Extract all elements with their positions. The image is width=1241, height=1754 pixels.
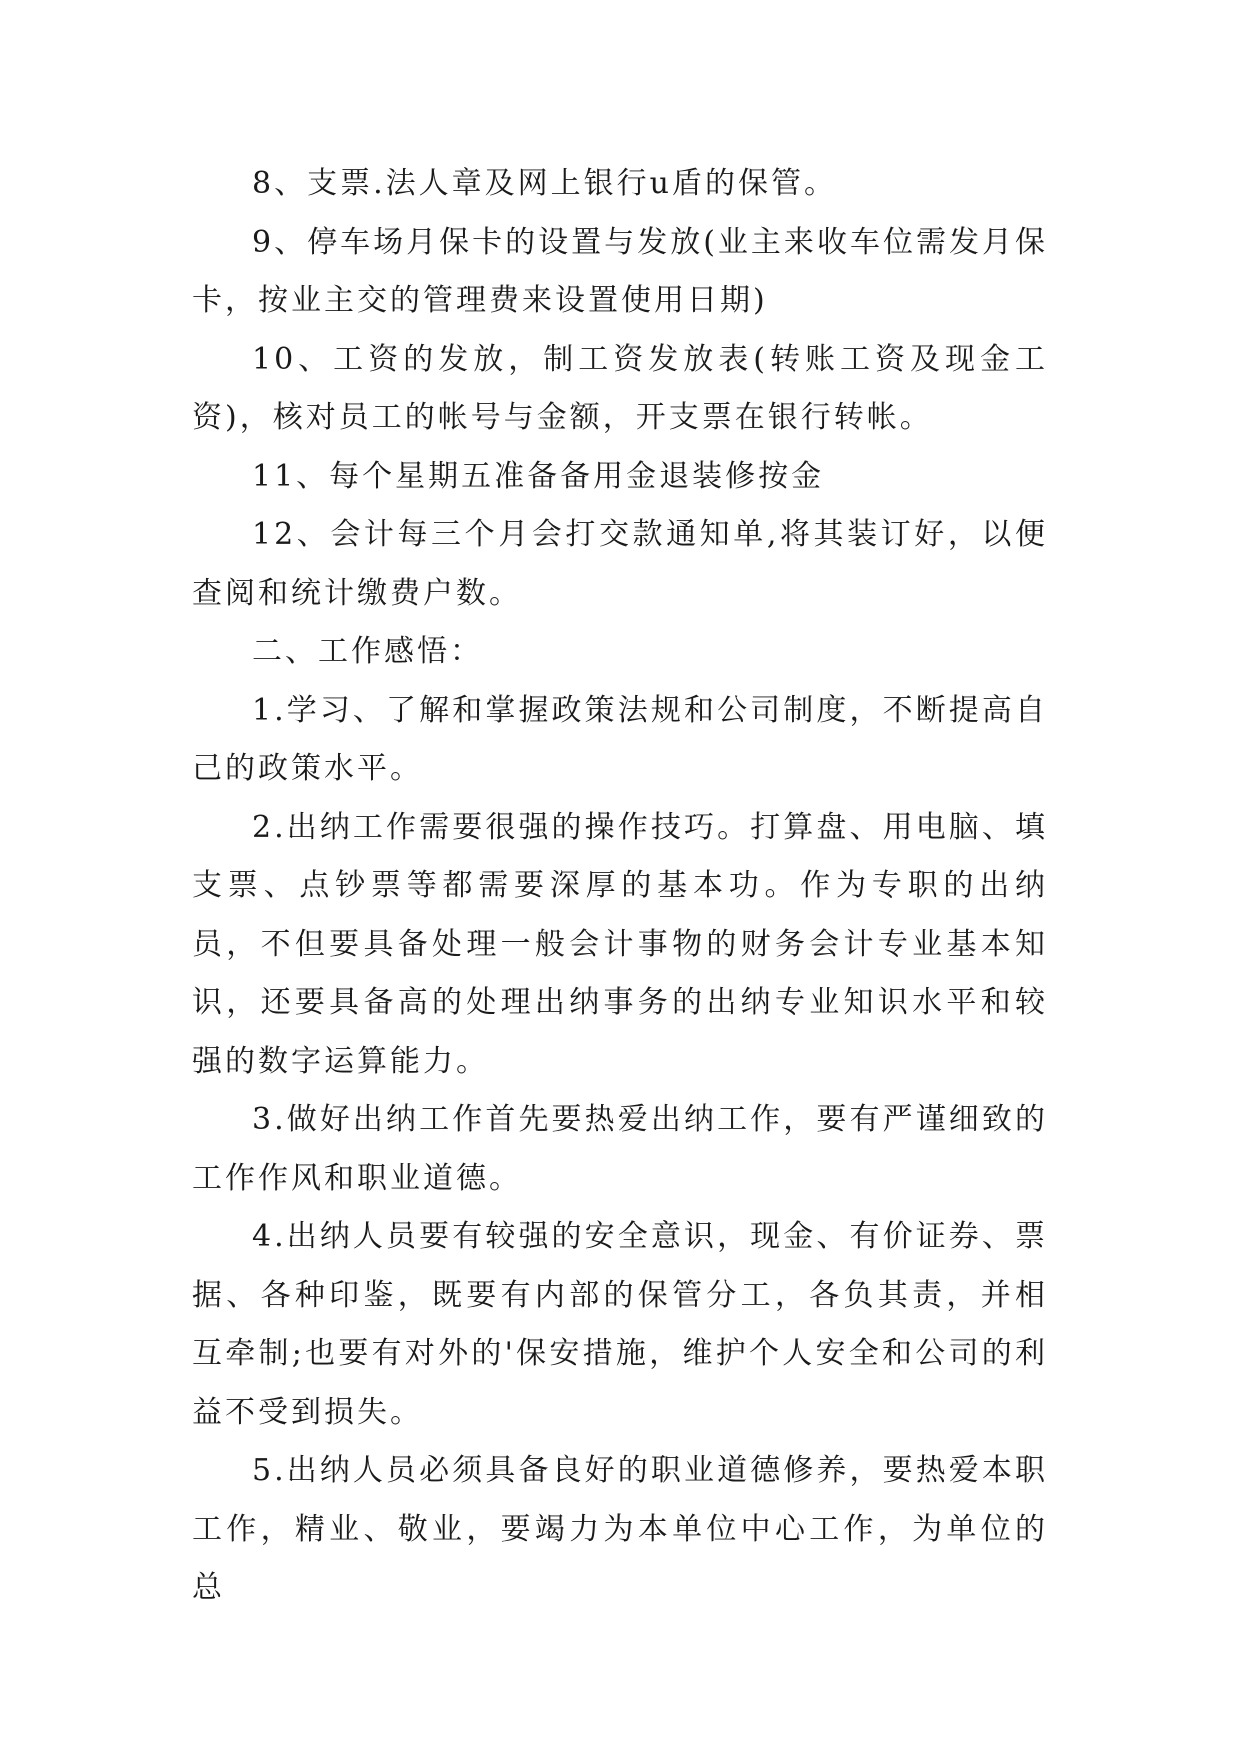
- insight-item-1: 1.学习、了解和掌握政策法规和公司制度，不断提高自己的政策水平。: [192, 692, 1048, 786]
- insight-item-3: 3.做好出纳工作首先要热爱出纳工作，要有严谨细致的工作作风和职业道德。: [192, 1102, 1048, 1196]
- insight-item-4: 4.出纳人员要有较强的安全意识，现金、有价证券、票据、各种印鉴，既要有内部的保管分工，各负其责，并相互牵制;也要有对外的'保安措施，维护个人安全和公司的利益不受到损失。: [192, 1219, 1048, 1430]
- paragraph-item-9: 9、停车场月保卡的设置与发放(业主来收车位需发月保卡，按业主交的管理费来设置使用日期): [192, 224, 1048, 318]
- paragraph-item-12: 12、会计每三个月会打交款通知单,将其装订好，以便查阅和统计缴费户数。: [192, 517, 1048, 611]
- paragraph-item-11: 11、每个星期五准备备用金退装修按金: [252, 458, 825, 494]
- insight-item-5: 5.出纳人员必须具备良好的职业道德修养，要热爱本职工作，精业、敬业，要竭力为本单位中心工作，为单位的总: [192, 1453, 1048, 1605]
- paragraph-item-8: 8、支票.法人章及网上银行u盾的保管。: [252, 166, 837, 201]
- paragraph-item-10: 10、工资的发放，制工资发放表(转账工资及现金工资)，核对员工的帐号与金额，开支票在银行转帐。: [192, 341, 1048, 435]
- insight-item-2: 2.出纳工作需要很强的操作技巧。打算盘、用电脑、填支票、点钞票等都需要深厚的基本功。作为专职的出纳员，不但要具备处理一般会计事物的财务会计专业基本知识，还要具备高的处理出纳事务的出纳专业知识水平和较强的数字运算能力。: [192, 809, 1048, 1079]
- section-heading: 二、工作感悟：: [252, 634, 483, 669]
- document-body: [192, 155, 1048, 1618]
